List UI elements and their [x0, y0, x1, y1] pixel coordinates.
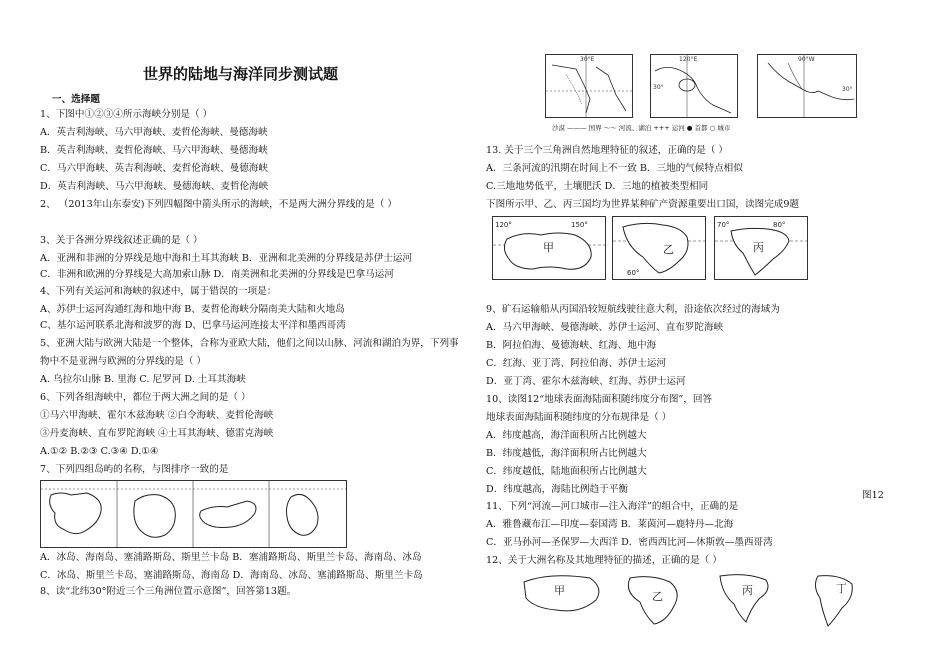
continent-bing-shape — [720, 575, 768, 622]
q10-sub: 地球表面海陆面积随纬度的分布规律是（ ） — [486, 412, 672, 423]
q1-option-a: A．英吉利海峡、马六甲海峡、麦哲伦海峡、曼德海峡 — [40, 127, 268, 138]
q10-stem: 10、读图12“地球表面海陆面积随纬度分布图”，回答 — [486, 394, 713, 405]
q5-line2: 物中不是亚洲与欧洲的分界线的是（ ） — [40, 356, 207, 367]
q10-option-a: A．纬度越高，海洋面积所占比例越大 — [486, 430, 647, 441]
q13-stem: 13. 关于三个三角洲自然地理特征的叙述，正确的是（ ） — [486, 145, 729, 156]
q9-option-a: A．马六甲海峡、曼德海峡、苏伊士运河、直布罗陀海峡 — [486, 322, 724, 333]
map2-lon-label: 120°E — [679, 56, 698, 63]
country-map-yi — [612, 216, 706, 280]
page-title: 世界的陆地与海洋同步测试题 — [143, 65, 339, 83]
q3-stem: 3、关于各洲分界线叙述正确的是（ ） — [40, 235, 203, 246]
q10-option-b: B．纬度越低，海洋面积所占比例越大 — [486, 448, 647, 459]
q7-options-ab: A．冰岛、海南岛、塞浦路斯岛、斯里兰卡岛 B．塞浦路斯岛、斯里兰卡岛、海南岛、冰岛 — [40, 552, 422, 563]
q7-options-cd: C．冰岛、斯里兰卡岛、塞浦路斯岛、海南岛 D．海南岛、冰岛、塞浦路斯岛、斯里兰卡岛 — [40, 570, 423, 581]
q6-line1: ①马六甲海峡、霍尔木兹海峡 ②白令海峡、麦哲伦海峡 — [40, 410, 274, 421]
q11-stem: 11、下列“河流—河口城市—注入海洋”的组合中，正确的是 — [486, 501, 739, 512]
q1-option-d: D．英吉利海峡、马六甲海峡、曼德海峡、麦哲伦海峡 — [40, 181, 269, 192]
delta-map-2 — [650, 54, 738, 118]
q11-options-cd: C．亚马孙河—圣保罗—大西洋 D．密西西比河—休斯敦—墨西哥湾 — [486, 537, 773, 548]
q8-stem: 8、读“北纬30°附近三个三角洲位置示意图”，回答第13题。 — [40, 586, 297, 597]
map2-lat-label: 30° — [653, 84, 664, 91]
map3-lat-label: 30° — [842, 86, 853, 93]
q9-option-b: B．阿拉伯海、曼德海峡、红海、地中海 — [486, 340, 657, 351]
q6-options: A.①② B.②③ C.③④ D.①④ — [40, 446, 159, 457]
q4-stem: 4、下列有关运河和海峡的叙述中，属于错误的一项是： — [40, 286, 277, 297]
continent-jia-label: 甲 — [554, 584, 565, 597]
map1-lon-label: 30°E — [580, 56, 595, 63]
q10-option-d: D．纬度越高，海陆比例趋于平衡 — [486, 484, 629, 495]
continent-bing-label: 丙 — [742, 584, 753, 597]
q1-option-c: C．马六甲海峡、英吉利海峡、麦哲伦海峡、曼德海峡 — [40, 163, 268, 174]
q9-option-c: C．红海、亚丁湾、阿拉伯海、苏伊士运河 — [486, 358, 667, 369]
q13-options-cd: C.三地地势低平，土壤肥沃 D．三地的植被类型相同 — [486, 181, 709, 192]
q12-stem: 12、关于大洲名称及其地理特征的描述，正确的是（ ） — [486, 555, 722, 566]
bing-lon-label-1: 70° — [717, 221, 730, 229]
q4-options-ab: A、苏伊士运河沟通红海和地中海 B、麦哲伦海峡分隔南美大陆和火地岛 — [40, 304, 345, 315]
map3-lon-label: 90°W — [798, 56, 815, 63]
section-heading: 一、选择题 — [52, 94, 100, 105]
continent-ding-label: 丁 — [836, 582, 847, 595]
q1-option-b: B．英吉利海峡、麦哲伦海峡、马六甲海峡、曼德海峡 — [40, 145, 268, 156]
q3-options-cd: C．非洲和欧洲的分界线是大高加索山脉 D．南美洲和北美洲的分界线是巴拿马运河 — [40, 269, 394, 280]
jia-lon-label-1: 120° — [495, 221, 512, 229]
q5-line1: 5、亚洲大陆与欧洲大陆是一个整体，合称为亚欧大陆，他们之间以山脉、河流和湖泊为界，下列事 — [40, 338, 459, 349]
figure-12-label: 图12 — [862, 490, 884, 501]
country-map-jia — [492, 216, 606, 280]
q2-stem: 2、 （2013年山东泰安)下列四幅图中箭头所示的海峡，不是两大洲分界线的是（ ） — [40, 199, 397, 210]
yi-lon-label: 60° — [627, 269, 640, 277]
q9-stem: 9、矿石运输船从丙国沿较短航线驶往意大利，沿途依次经过的海域为 — [486, 304, 780, 315]
country-map-bing — [714, 216, 808, 280]
yi-label: 乙 — [663, 243, 674, 256]
jia-label: 甲 — [543, 241, 554, 254]
q11-options-ab: A．雅鲁藏布江—印度—泰国湾 B．莱茵河—鹿特丹—北海 — [486, 519, 734, 530]
q13-options-ab: A．三条河流的汛期在时间上不一致 B．三地的气候特点相似 — [486, 163, 743, 174]
q9-intro: 下图所示甲、乙、丙三国均为世界某种矿产资源重要出口国，读图完成9题 — [486, 199, 800, 210]
q6-stem: 6、下列各组海峡中，都位于两大洲之间的是（ ） — [40, 392, 251, 403]
q7-stem: 7、下列四组岛屿的名称，与图排序一致的是 — [40, 464, 229, 475]
island-3-shape — [200, 501, 256, 528]
island-4-shape — [287, 494, 319, 535]
q4-options-cd: C、基尔运河联系北海和波罗的海 D、巴拿马运河连接太平洋和墨西哥湾 — [40, 320, 346, 331]
island-2-shape — [134, 495, 175, 538]
bing-label: 丙 — [753, 241, 764, 254]
q5-options: A. 乌拉尔山脉 B. 里海 C. 尼罗河 D. 土耳其海峡 — [40, 374, 246, 385]
q6-line2: ③丹麦海峡、直布罗陀海峡 ④土耳其海峡、德雷克海峡 — [40, 428, 274, 439]
islands-figure — [40, 480, 347, 548]
island-1-shape — [50, 493, 102, 534]
delta-map-3 — [757, 54, 857, 118]
q3-options-ab: A．亚洲和非洲的分界线是地中海和土耳其海峡 B．亚洲和北美洲的分界线是苏伊士运河 — [40, 253, 412, 264]
q9-option-d: D．亚丁湾、霍尔木兹海峡、红海、苏伊士运河 — [486, 376, 686, 387]
continent-yi-label: 乙 — [652, 590, 663, 603]
jia-lon-label-2: 150° — [571, 221, 588, 229]
map-legend: 沙漠 ——— 国界 ～～ 河流、湖泊 +++ 运河 ● 首都 ○ 城市 — [552, 124, 731, 132]
q10-option-c: C．纬度越低，陆地面积所占比例越大 — [486, 466, 647, 477]
bing-lon-label-2: 80° — [773, 221, 786, 229]
q1-stem: 1、下图中①②③④所示海峡分别是（ ） — [40, 109, 213, 120]
continents-figure — [520, 570, 868, 628]
delta-map-1 — [545, 54, 633, 118]
